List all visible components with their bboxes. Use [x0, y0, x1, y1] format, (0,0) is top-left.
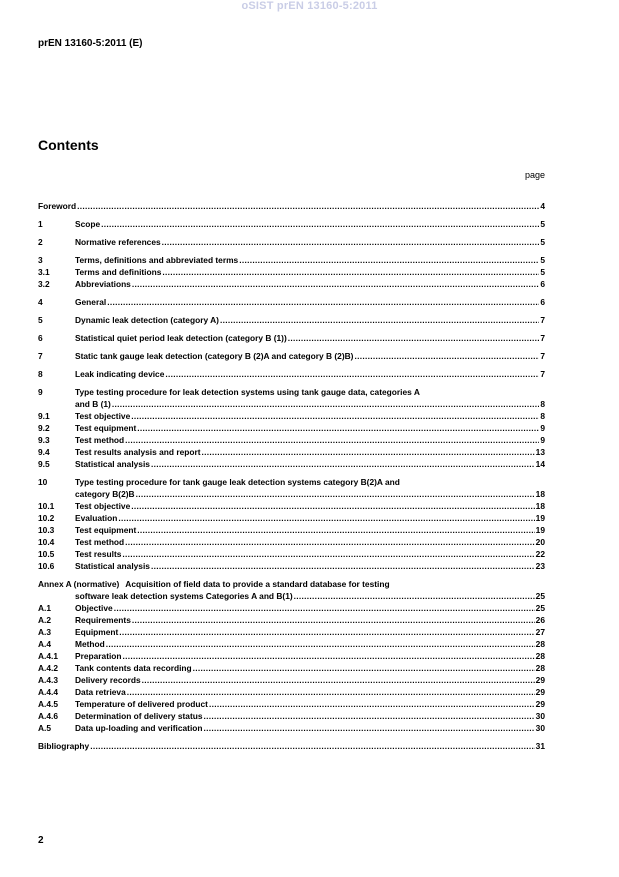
toc-entry-bibliography[interactable] [38, 740, 545, 752]
toc-number: 1 [38, 219, 43, 229]
watermark: oSIST prEN 13160-5:2011 [241, 0, 378, 12]
toc-page: 25 [535, 603, 545, 613]
toc-number: 10.3 [38, 525, 55, 535]
toc-page: 28 [535, 651, 545, 661]
toc-number: 3.1 [38, 267, 50, 277]
leader-dots [131, 500, 534, 512]
toc-page: 7 [540, 315, 545, 325]
toc-entry[interactable] [38, 548, 545, 560]
toc-entry[interactable] [38, 710, 545, 722]
leader-dots [112, 398, 540, 410]
toc-page: 7 [540, 333, 545, 343]
document-id: prEN 13160-5:2011 (E) [38, 38, 143, 49]
leader-dots [101, 218, 539, 230]
toc-title: Requirements [75, 615, 131, 625]
table-of-contents [38, 200, 545, 752]
toc-number: A.4 [38, 639, 52, 649]
leader-dots [220, 314, 539, 326]
toc-entry[interactable] [38, 512, 545, 524]
toc-entry-continuation[interactable] [38, 590, 545, 602]
toc-title: General [75, 297, 107, 307]
toc-entry[interactable] [38, 236, 545, 248]
toc-page: 13 [535, 447, 545, 457]
toc-title: Test objective [75, 411, 131, 421]
toc-page: 31 [535, 741, 545, 751]
toc-page: 29 [535, 699, 545, 709]
toc-number: A.4.1 [38, 651, 59, 661]
leader-dots [202, 446, 535, 458]
toc-title: Determination of delivery status [75, 711, 203, 721]
toc-title: Abbreviations [75, 279, 131, 289]
toc-page: 8 [540, 411, 545, 421]
leader-dots [136, 488, 535, 500]
toc-number: 9.3 [38, 435, 50, 445]
toc-page: 29 [535, 687, 545, 697]
toc-number: 3 [38, 255, 43, 265]
toc-entry[interactable] [38, 650, 545, 662]
toc-page: 5 [540, 237, 545, 247]
toc-number: 3.2 [38, 279, 50, 289]
toc-entry[interactable] [38, 524, 545, 536]
toc-entry[interactable] [38, 536, 545, 548]
toc-number: A.2 [38, 615, 52, 625]
toc-title-continued: software leak detection systems Categories A and B(1) [75, 591, 293, 601]
toc-title: Method [75, 639, 105, 649]
toc-number: 5 [38, 315, 43, 325]
leader-dots [132, 278, 539, 290]
toc-page: 14 [535, 459, 545, 469]
toc-number: 10 [38, 477, 48, 487]
toc-entry[interactable] [38, 686, 545, 698]
leader-dots [142, 674, 535, 686]
leader-dots [294, 590, 535, 602]
page-column-label: page [524, 170, 545, 180]
leader-dots [77, 200, 539, 212]
toc-number: A.4.3 [38, 675, 59, 685]
toc-page: 30 [535, 711, 545, 721]
toc-number: 10.4 [38, 537, 55, 547]
leader-dots [107, 296, 539, 308]
leader-dots [354, 350, 539, 362]
toc-page: 29 [535, 675, 545, 685]
toc-number: 8 [38, 369, 43, 379]
toc-page: 18 [535, 501, 545, 511]
toc-entry[interactable] [38, 410, 545, 422]
toc-page: 19 [535, 513, 545, 523]
toc-page: 4 [540, 201, 545, 211]
toc-entry[interactable] [38, 446, 545, 458]
leader-dots [119, 626, 534, 638]
leader-dots [209, 698, 535, 710]
leader-dots [122, 548, 534, 560]
toc-entry[interactable] [38, 314, 545, 326]
toc-number: 9.2 [38, 423, 50, 433]
toc-entry[interactable] [38, 560, 545, 572]
toc-entry[interactable] [38, 602, 545, 614]
toc-title: Acquisition of field data to provide a standard database for testing [125, 579, 390, 589]
toc-title: Statistical quiet period leak detection (category B (1)) [75, 333, 287, 343]
leader-dots [151, 458, 535, 470]
toc-page: 7 [540, 369, 545, 379]
toc-title: Normative references [75, 237, 161, 247]
toc-title: Test equipment [75, 525, 137, 535]
toc-page: 9 [540, 435, 545, 445]
leader-dots [127, 686, 535, 698]
toc-title: Equipment [75, 627, 119, 637]
toc-title: Dynamic leak detection (category A) [75, 315, 219, 325]
toc-entry[interactable] [38, 254, 545, 266]
toc-page: 18 [535, 489, 545, 499]
toc-entry[interactable] [38, 422, 545, 434]
toc-number: A.3 [38, 627, 52, 637]
toc-entry[interactable] [38, 332, 545, 344]
toc-title: Statistical analysis [75, 459, 150, 469]
leader-dots [137, 422, 539, 434]
toc-page: 20 [535, 537, 545, 547]
toc-page: 7 [540, 351, 545, 361]
toc-page: 5 [540, 255, 545, 265]
toc-entry[interactable] [38, 674, 545, 686]
leader-dots [118, 512, 534, 524]
leader-dots [131, 410, 539, 422]
toc-page: 30 [535, 723, 545, 733]
toc-entry-foreword[interactable] [38, 200, 545, 212]
leader-dots [123, 650, 535, 662]
toc-title: Test method [75, 537, 125, 547]
toc-number: 9.1 [38, 411, 50, 421]
toc-title: Statistical analysis [75, 561, 150, 571]
leader-dots [204, 722, 535, 734]
toc-title: Bibliography [38, 741, 90, 751]
toc-title: Test objective [75, 501, 131, 511]
toc-entry[interactable] [38, 614, 545, 626]
toc-title: Delivery records [75, 675, 141, 685]
toc-page: 25 [535, 591, 545, 601]
leader-dots [114, 602, 535, 614]
toc-title: Objective [75, 603, 113, 613]
toc-entry[interactable] [38, 476, 545, 488]
toc-title: Data up-loading and verification [75, 723, 203, 733]
toc-entry[interactable] [38, 368, 545, 380]
toc-page: 23 [535, 561, 545, 571]
toc-title: Temperature of delivered product [75, 699, 208, 709]
leader-dots [162, 236, 540, 248]
toc-number: 9.5 [38, 459, 50, 469]
toc-entry[interactable] [38, 296, 545, 308]
toc-entry-continuation[interactable] [38, 398, 545, 410]
toc-number: 10.6 [38, 561, 55, 571]
toc-entry[interactable] [38, 698, 545, 710]
toc-entry[interactable] [38, 350, 545, 362]
toc-entry-annex[interactable] [38, 578, 545, 590]
leader-dots [125, 536, 535, 548]
toc-number: Annex A (normative) [38, 579, 120, 589]
toc-page: 8 [540, 399, 545, 409]
page-title: Contents [38, 137, 99, 153]
toc-page: 26 [535, 615, 545, 625]
toc-title: Data retrieva [75, 687, 126, 697]
toc-number: A.1 [38, 603, 52, 613]
toc-number: 10.5 [38, 549, 55, 559]
toc-number: A.4.6 [38, 711, 59, 721]
toc-entry[interactable] [38, 386, 545, 398]
toc-page: 28 [535, 639, 545, 649]
toc-title: Static tank gauge leak detection (category B (2)A and category B (2)B) [75, 351, 354, 361]
leader-dots [193, 662, 535, 674]
toc-entry[interactable] [38, 218, 545, 230]
toc-title: Tank contents data recording [75, 663, 192, 673]
toc-entry[interactable] [38, 638, 545, 650]
toc-entry[interactable] [38, 662, 545, 674]
toc-number: 10.1 [38, 501, 55, 511]
toc-number: 9.4 [38, 447, 50, 457]
toc-title: Leak indicating device [75, 369, 165, 379]
toc-entry[interactable] [38, 458, 545, 470]
toc-title-continued: and B (1) [75, 399, 111, 409]
toc-entry[interactable] [38, 626, 545, 638]
toc-page: 6 [540, 297, 545, 307]
toc-number: A.4.4 [38, 687, 59, 697]
toc-title-continued: category B(2)B [75, 489, 135, 499]
toc-title: Test equipment [75, 423, 137, 433]
toc-page: 9 [540, 423, 545, 433]
toc-number: 10.2 [38, 513, 55, 523]
leader-dots [137, 524, 534, 536]
toc-number: 6 [38, 333, 43, 343]
toc-entry-continuation[interactable] [38, 488, 545, 500]
toc-title: Test results analysis and report [75, 447, 201, 457]
page-number: 2 [38, 835, 44, 846]
toc-page: 27 [535, 627, 545, 637]
leader-dots [151, 560, 535, 572]
toc-page: 28 [535, 663, 545, 673]
toc-title: Foreword [38, 201, 77, 211]
toc-number: A.4.5 [38, 699, 59, 709]
leader-dots [288, 332, 540, 344]
leader-dots [162, 266, 539, 278]
toc-entry[interactable] [38, 266, 545, 278]
toc-entry[interactable] [38, 278, 545, 290]
toc-title: Evaluation [75, 513, 118, 523]
leader-dots [165, 368, 539, 380]
toc-entry[interactable] [38, 500, 545, 512]
toc-title: Test results [75, 549, 122, 559]
toc-entry[interactable] [38, 722, 545, 734]
toc-number: 7 [38, 351, 43, 361]
toc-number: A.4.2 [38, 663, 59, 673]
toc-title: Terms and definitions [75, 267, 162, 277]
leader-dots [90, 740, 534, 752]
toc-number: 9 [38, 387, 43, 397]
toc-number: A.5 [38, 723, 52, 733]
leader-dots [125, 434, 539, 446]
toc-title: Terms, definitions and abbreviated terms [75, 255, 239, 265]
leader-dots [132, 614, 535, 626]
toc-page: 5 [540, 267, 545, 277]
toc-page: 6 [540, 279, 545, 289]
toc-title: Scope [75, 219, 101, 229]
toc-page: 19 [535, 525, 545, 535]
toc-number: 4 [38, 297, 43, 307]
toc-page: 5 [540, 219, 545, 229]
leader-dots [239, 254, 539, 266]
toc-title: Type testing procedure for tank gauge leak detection systems category B(2)A and [75, 477, 400, 487]
toc-title: Type testing procedure for leak detection systems using tank gauge data, categories A [75, 387, 420, 397]
toc-page: 22 [535, 549, 545, 559]
leader-dots [106, 638, 535, 650]
toc-title: Test method [75, 435, 125, 445]
toc-title: Preparation [75, 651, 122, 661]
toc-number: 2 [38, 237, 43, 247]
leader-dots [204, 710, 535, 722]
toc-entry[interactable] [38, 434, 545, 446]
